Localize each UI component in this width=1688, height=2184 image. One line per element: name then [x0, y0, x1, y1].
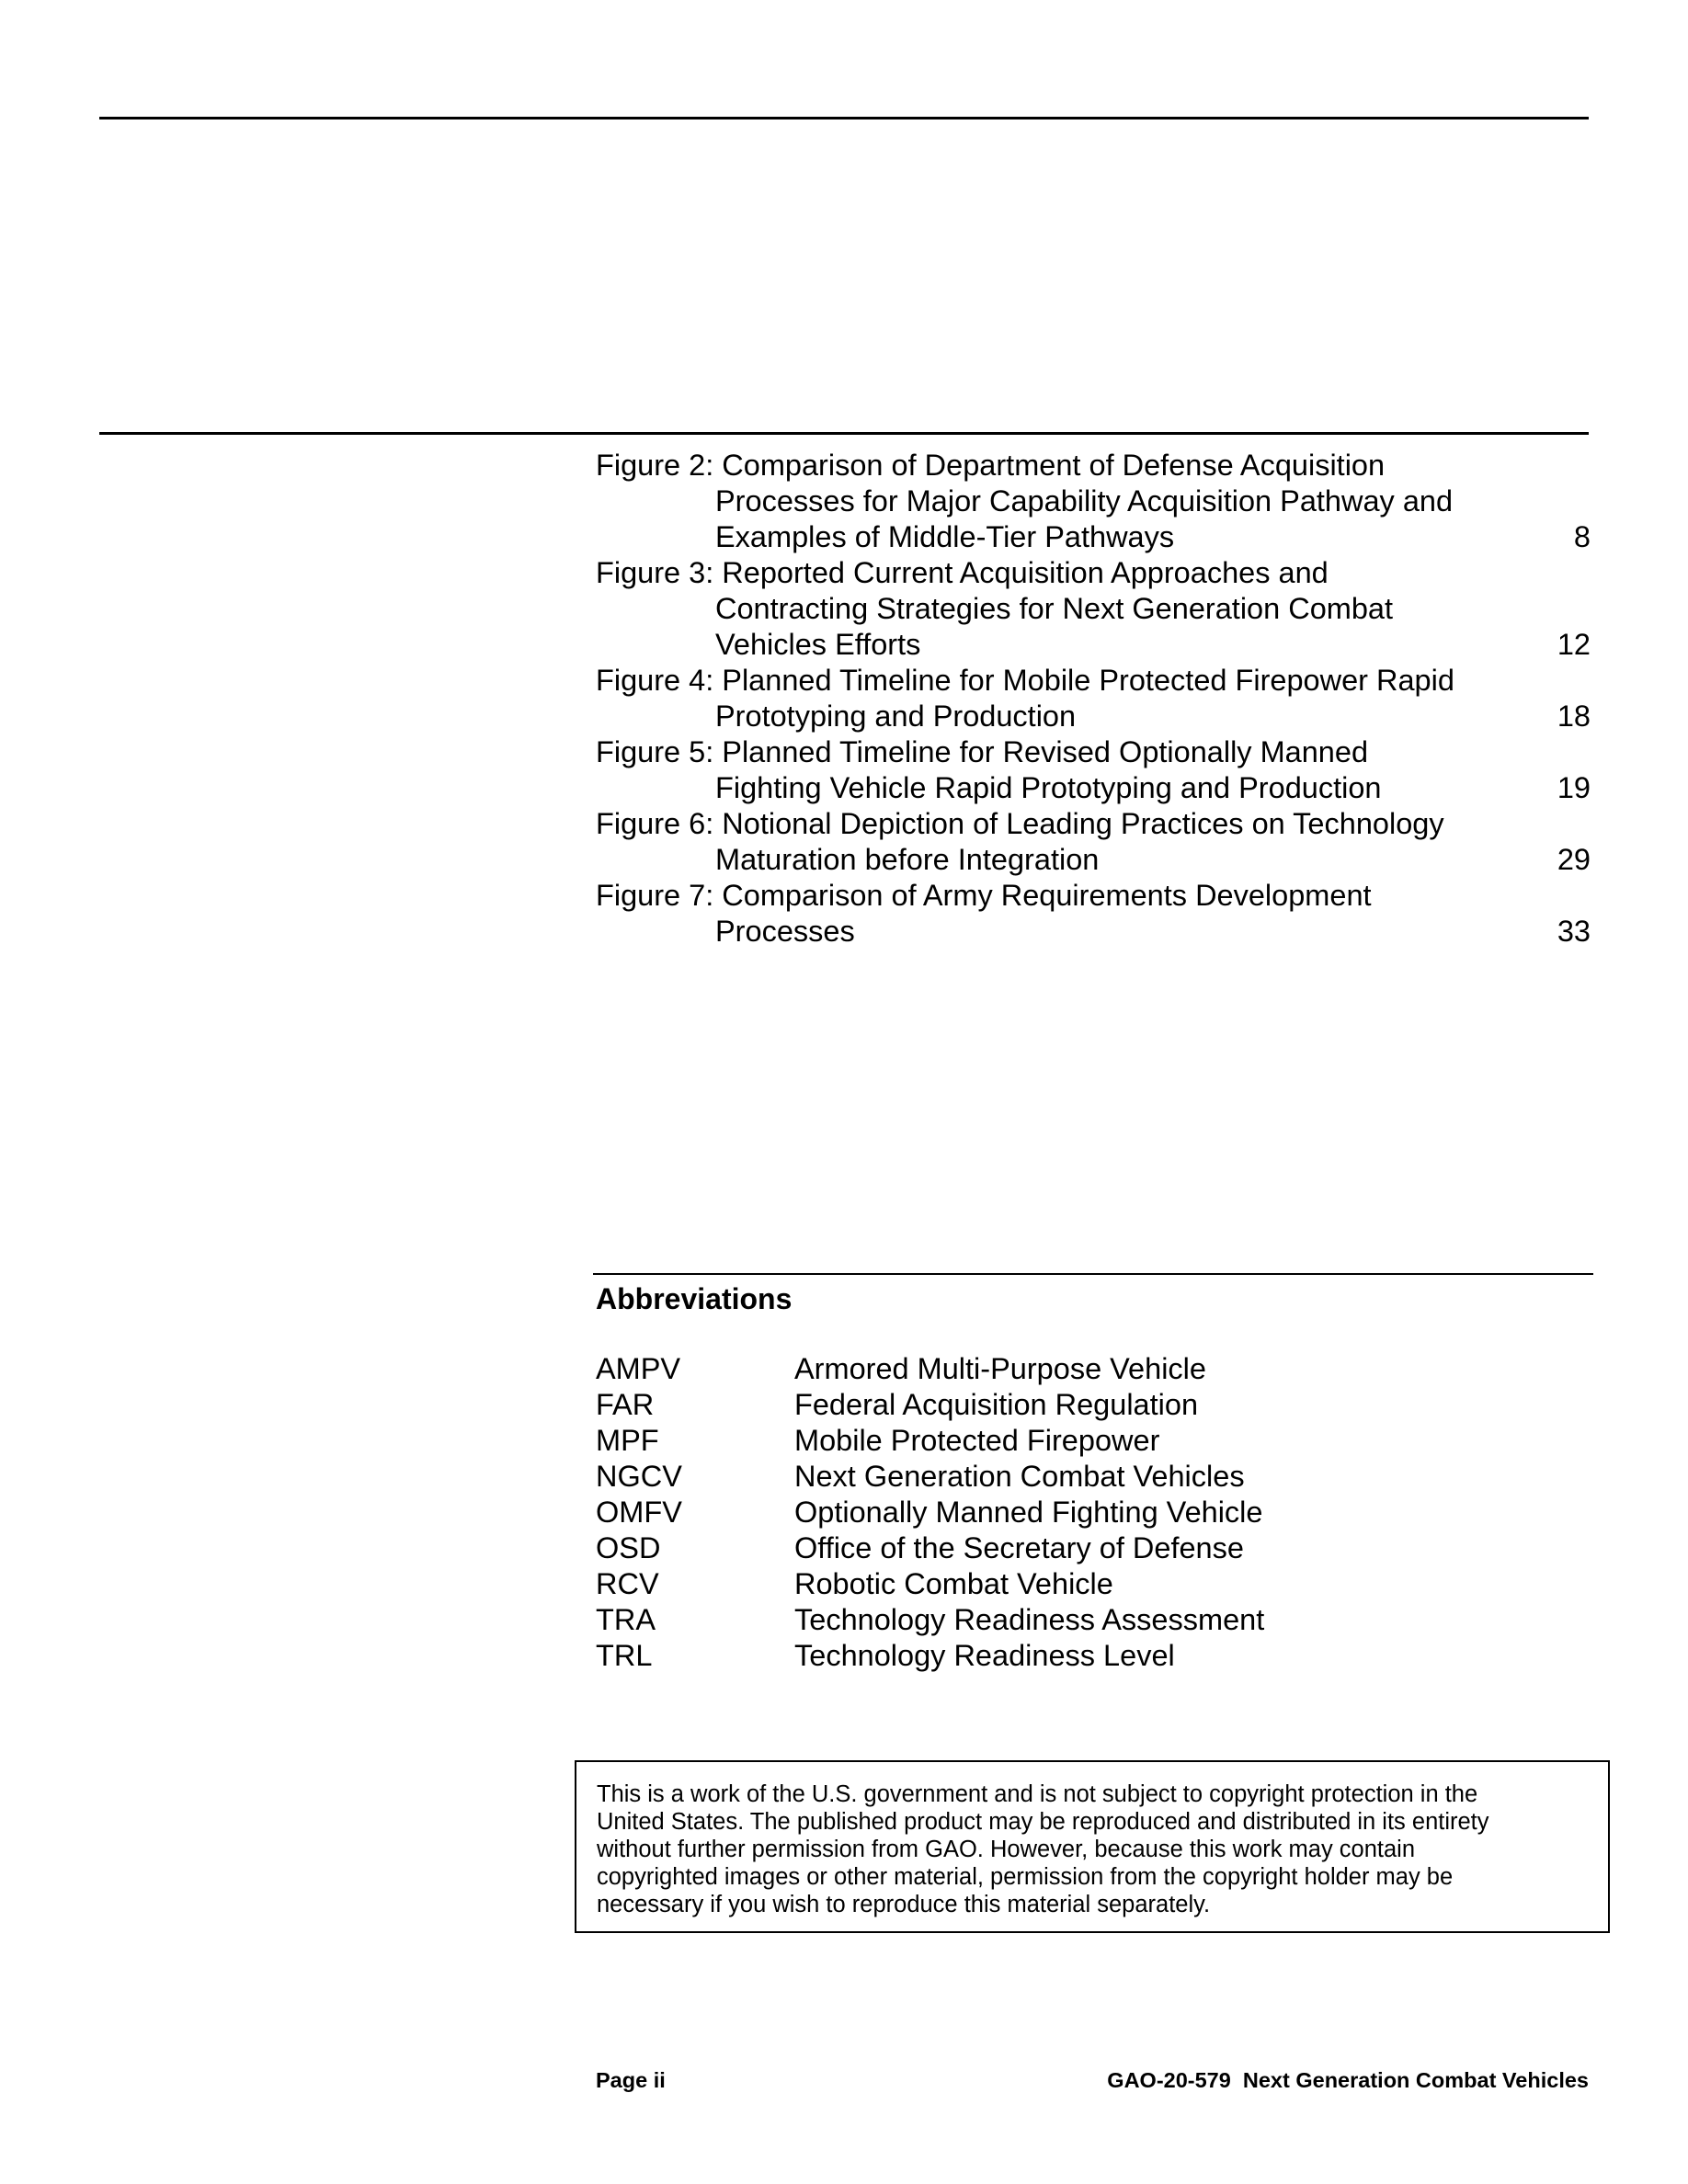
- copyright-line: copyrighted images or other material, permission from the copyright holder may be: [597, 1864, 1454, 1890]
- figure-title-line: Figure 7: Comparison of Army Requirements Development: [596, 879, 1372, 912]
- abbreviation-code: RCV: [596, 1567, 659, 1600]
- abbreviation-definition: Technology Readiness Assessment: [794, 1603, 1265, 1636]
- figure-title-line: Fighting Vehicle Rapid Prototyping and Production: [715, 771, 1382, 804]
- abbreviation-definition: Robotic Combat Vehicle: [794, 1567, 1113, 1600]
- abbreviation-row: [596, 1566, 1589, 1602]
- copyright-notice-text: [597, 1780, 1590, 1918]
- abbreviation-row: [596, 1459, 1589, 1495]
- figure-page-number: 29: [1557, 843, 1591, 876]
- copyright-line: necessary if you wish to reproduce this material separately.: [597, 1892, 1211, 1917]
- section-divider: [99, 432, 1589, 435]
- figure-entry[interactable]: [596, 448, 1591, 555]
- copyright-line: United States. The published product may be reproduced and distributed in its entirety: [597, 1809, 1489, 1835]
- figure-title-line: Figure 4: Planned Timeline for Mobile Protected Firepower Rapid: [596, 664, 1454, 697]
- abbreviations-divider: [593, 1273, 1593, 1275]
- copyright-line: This is a work of the U.S. government and is not subject to copyright protection in the: [597, 1781, 1478, 1807]
- abbreviations-heading: Abbreviations: [596, 1282, 793, 1315]
- figure-entry[interactable]: [596, 806, 1591, 878]
- abbreviation-definition: Mobile Protected Firepower: [794, 1424, 1160, 1457]
- figure-entry[interactable]: [596, 663, 1591, 734]
- figure-title-line: Figure 2: Comparison of Department of Defense Acquisition: [596, 449, 1386, 482]
- abbreviation-code: OSD: [596, 1531, 661, 1564]
- figure-title-line: Processes: [715, 915, 855, 948]
- copyright-line: without further permission from GAO. However, because this work may contain: [597, 1837, 1416, 1862]
- figure-page-number: 19: [1557, 771, 1591, 804]
- abbreviation-code: AMPV: [596, 1352, 681, 1385]
- figure-entry[interactable]: [596, 555, 1591, 663]
- abbreviation-code: OMFV: [596, 1496, 682, 1529]
- figure-title-line: Processes for Major Capability Acquisition Pathway and: [715, 484, 1454, 518]
- footer-page-number: Page ii: [596, 2068, 666, 2092]
- figure-entry[interactable]: [596, 878, 1591, 950]
- figure-title-line: Vehicles Efforts: [715, 628, 921, 661]
- abbreviation-code: FAR: [596, 1388, 655, 1421]
- top-divider: [99, 117, 1589, 119]
- copyright-notice-box: [575, 1760, 1610, 1933]
- list-of-figures: [596, 448, 1591, 950]
- figure-page-number: 18: [1557, 700, 1591, 733]
- figure-title-line: Contracting Strategies for Next Generation Combat: [715, 592, 1394, 625]
- abbreviation-code: MPF: [596, 1424, 659, 1457]
- figure-title-line: Figure 3: Reported Current Acquisition Approaches and: [596, 556, 1329, 589]
- abbreviation-row: [596, 1530, 1589, 1566]
- figure-title-line: Maturation before Integration: [715, 843, 1100, 876]
- abbreviation-row: [596, 1602, 1589, 1638]
- figure-title-line: Prototyping and Production: [715, 700, 1077, 733]
- abbreviation-row: [596, 1423, 1589, 1459]
- abbreviation-definition: Federal Acquisition Regulation: [794, 1388, 1199, 1421]
- abbreviation-code: NGCV: [596, 1460, 682, 1493]
- figure-page-number: 33: [1557, 915, 1591, 948]
- abbreviation-code: TRL: [596, 1639, 653, 1672]
- abbreviation-definition: Armored Multi-Purpose Vehicle: [794, 1352, 1206, 1385]
- figure-page-number: 12: [1557, 628, 1591, 661]
- figure-entry[interactable]: [596, 734, 1591, 806]
- abbreviation-definition: Technology Readiness Level: [794, 1639, 1175, 1672]
- figure-page-number: 8: [1573, 520, 1591, 553]
- footer-report-title: GAO-20-579 Next Generation Combat Vehicles: [1107, 2068, 1589, 2092]
- abbreviation-definition: Office of the Secretary of Defense: [794, 1531, 1244, 1564]
- abbreviation-row: [596, 1638, 1589, 1674]
- abbreviations-list: [596, 1351, 1589, 1674]
- figure-title-line: Figure 5: Planned Timeline for Revised Optionally Manned: [596, 735, 1369, 768]
- abbreviation-definition: Optionally Manned Fighting Vehicle: [794, 1496, 1263, 1529]
- abbreviation-row: [596, 1387, 1589, 1423]
- abbreviation-row: [596, 1351, 1589, 1387]
- abbreviation-code: TRA: [596, 1603, 656, 1636]
- figure-title-line: Figure 6: Notional Depiction of Leading Practices on Technology: [596, 807, 1444, 840]
- abbreviation-row: [596, 1495, 1589, 1530]
- abbreviation-definition: Next Generation Combat Vehicles: [794, 1460, 1245, 1493]
- figure-title-line: Examples of Middle-Tier Pathways: [715, 520, 1175, 553]
